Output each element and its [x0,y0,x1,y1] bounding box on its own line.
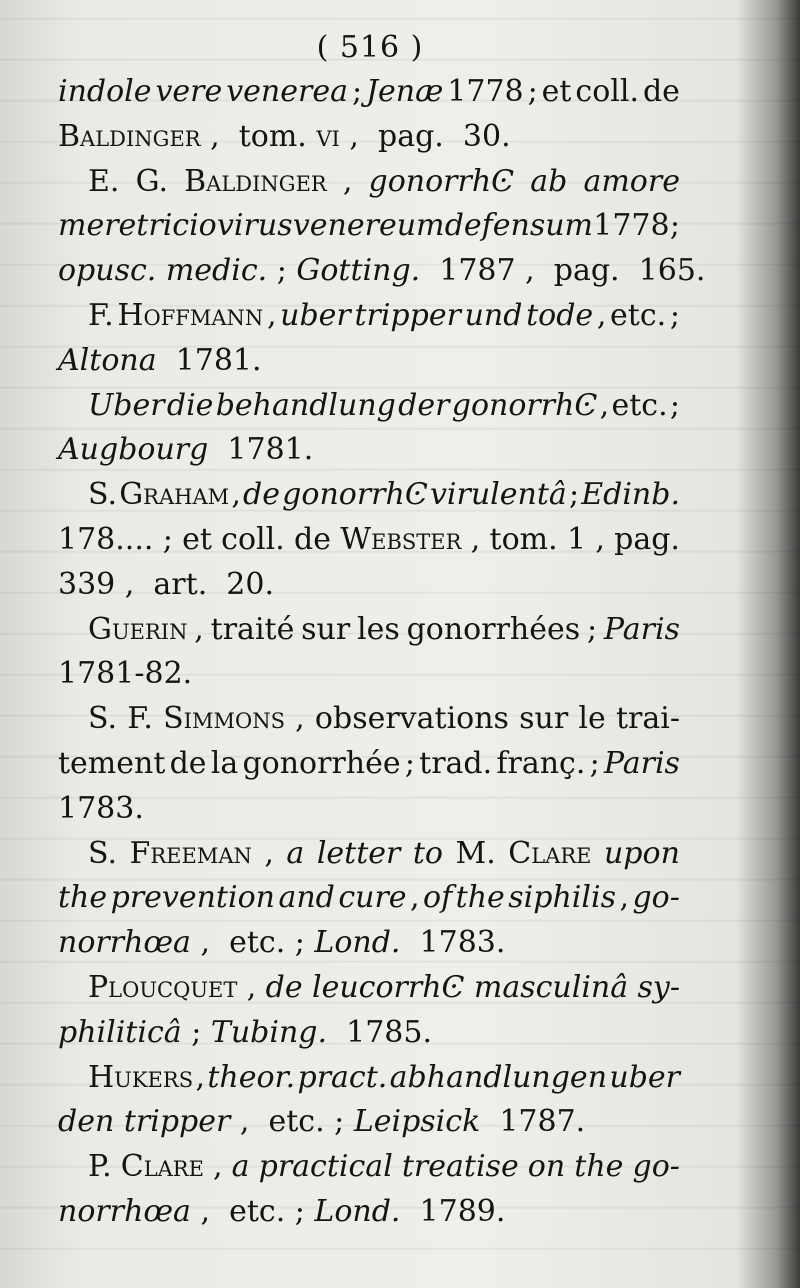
text-line: the prevention and cure , of the siphilis , go- [58,880,680,916]
text-line: tement de la gonorrhée ; trad. franç. ; Paris [58,745,680,781]
text-line: opusc. medic. ; Gotting. 1787 , pag. 165. [58,253,706,289]
text-line: norrhœa , etc. ; Lond. 1783. [58,925,506,961]
text-line: Guerin , traité sur les gonorrhées ; Paris [88,611,680,647]
text-line: 339 , art. 20. [58,566,275,602]
text-line: Baldinger , tom. vi , pag. 30. [58,118,511,154]
text-line: P. Clare , a practical treatise on the go- [88,1149,680,1185]
text-line: Uber die behandlung der gonorrhϾ , etc. ; [88,387,680,423]
text-line: S. Graham , de gonorrhϾ virulentâ ; Edinb. [88,477,680,513]
text-line: indole vere venerea ; Jenæ 1778 ; et coll. de [58,74,680,109]
page-number: ( 516 ) [316,30,424,65]
text-line: S. Freeman , a letter to M. Clare upon [88,835,680,871]
text-line: philiticâ ; Tubing. 1785. [58,1014,433,1050]
bibliography-text [58,70,706,1235]
text-line: E. G. Baldinger , gonorrhϾ ab amore [88,163,680,199]
text-line: Ploucquet , de leucorrhϾ masculinâ sy- [88,969,680,1005]
text-line: norrhœa , etc. ; Lond. 1789. [58,1193,506,1229]
text-line: 1783. [58,790,144,826]
text-line: den tripper , etc. ; Leipsick 1787. [58,1104,586,1140]
text-line: 178.... ; et coll. de Webster , tom. 1 , pag. [58,521,680,557]
text-line: F. Hoffmann , uber tripper und tode , etc. ; [88,297,680,333]
text-line: Augbourg 1781. [58,432,314,468]
text-line: Altona 1781. [58,342,262,378]
text-line: meretricio virus venereum defensum 1778 ; [58,208,680,244]
text-line: Hukers , theor. pract. abhandlungen uber [88,1059,680,1095]
text-line: S. F. Simmons , observations sur le trai- [88,701,680,737]
text-line: 1781-82. [58,656,193,692]
